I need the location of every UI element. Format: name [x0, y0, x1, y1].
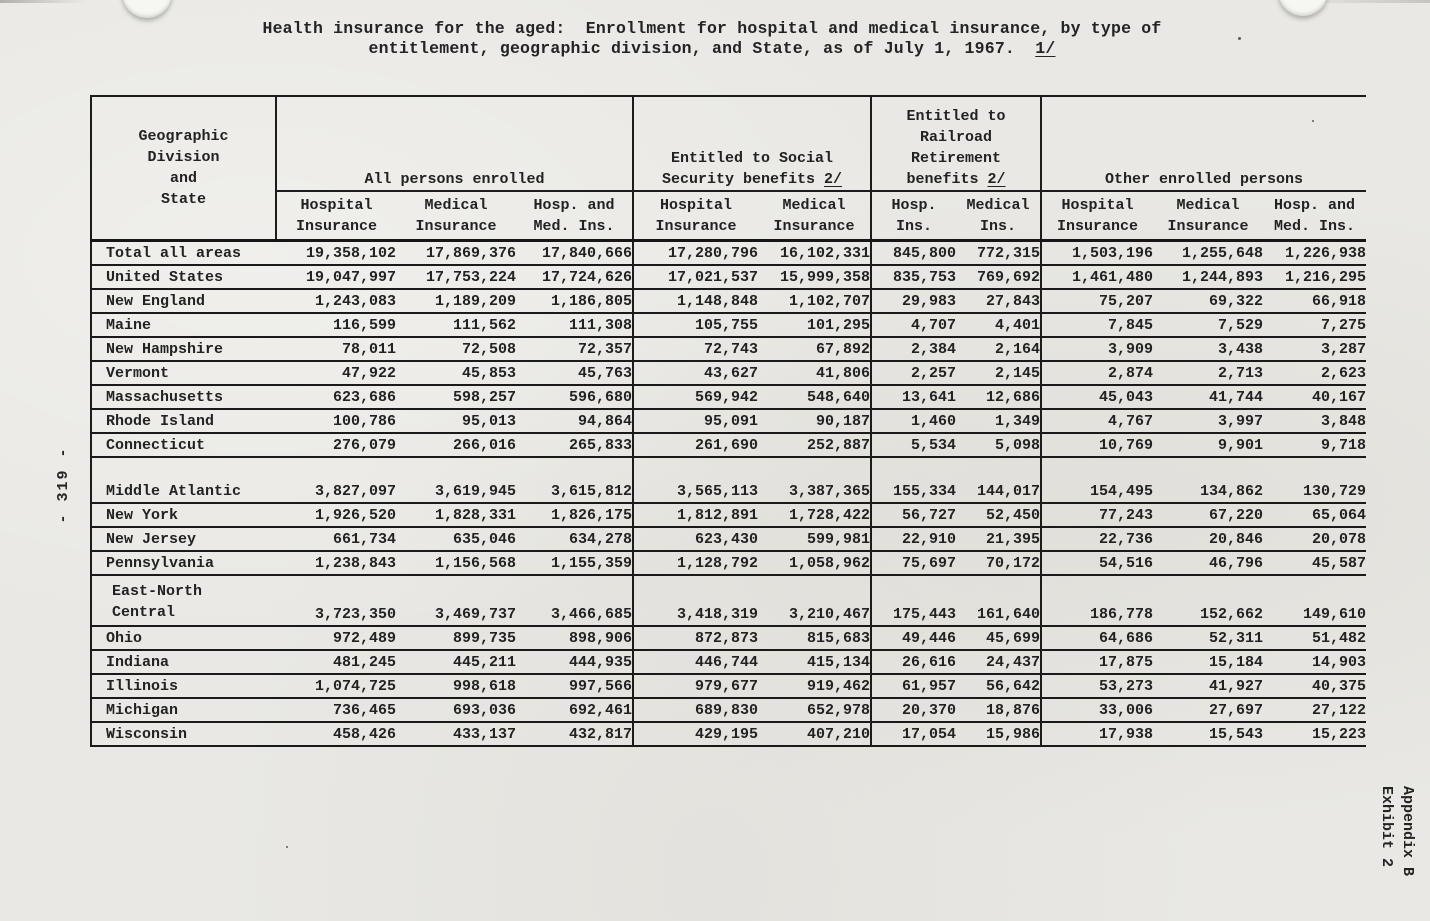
- value-cell: 17,938: [1041, 722, 1153, 746]
- value-cell: 1,102,707: [758, 289, 871, 313]
- col-header: Hospital Insurance: [1041, 191, 1153, 241]
- value-cell: 27,122: [1263, 698, 1366, 722]
- page-number: - 319 -: [55, 446, 72, 524]
- value-cell: 972,489: [276, 626, 396, 650]
- value-cell: 75,697: [871, 551, 956, 575]
- value-cell: 15,223: [1263, 722, 1366, 746]
- value-cell: 919,462: [758, 674, 871, 698]
- value-cell: 17,875: [1041, 650, 1153, 674]
- row-label: Connecticut: [91, 433, 276, 457]
- value-cell: 64,686: [1041, 626, 1153, 650]
- table-row: [91, 361, 1366, 385]
- appendix-line-2: Exhibit 2: [1378, 786, 1395, 868]
- value-cell: 3,438: [1153, 337, 1263, 361]
- value-cell: 9,718: [1263, 433, 1366, 457]
- col-header: Hosp. and Med. Ins.: [516, 191, 633, 241]
- value-cell: 70,172: [956, 551, 1041, 575]
- value-cell: 41,744: [1153, 385, 1263, 409]
- value-cell: 27,697: [1153, 698, 1263, 722]
- value-cell: 2,164: [956, 337, 1041, 361]
- value-cell: 444,935: [516, 650, 633, 674]
- value-cell: 149,610: [1263, 575, 1366, 626]
- value-cell: 17,753,224: [396, 265, 516, 289]
- value-cell: 692,461: [516, 698, 633, 722]
- value-cell: 1,826,175: [516, 503, 633, 527]
- document-title: [0, 19, 1424, 59]
- value-cell: 2,713: [1153, 361, 1263, 385]
- value-cell: 116,599: [276, 313, 396, 337]
- value-cell: 3,387,365: [758, 480, 871, 503]
- value-cell: 415,134: [758, 650, 871, 674]
- value-cell: 3,469,737: [396, 575, 516, 626]
- value-cell: 2,623: [1263, 361, 1366, 385]
- row-label: Total all areas: [91, 241, 276, 266]
- value-cell: 45,587: [1263, 551, 1366, 575]
- value-cell: 175,443: [871, 575, 956, 626]
- value-cell: 67,220: [1153, 503, 1263, 527]
- table-row: [91, 265, 1366, 289]
- value-cell: 845,800: [871, 241, 956, 266]
- value-cell: 1,238,843: [276, 551, 396, 575]
- value-cell: 276,079: [276, 433, 396, 457]
- value-cell: 1,728,422: [758, 503, 871, 527]
- col-header: Hosp. Ins.: [871, 191, 956, 241]
- col-header: Hospital Insurance: [276, 191, 396, 241]
- value-cell: 152,662: [1153, 575, 1263, 626]
- table-row: [91, 527, 1366, 551]
- value-cell: 144,017: [956, 480, 1041, 503]
- value-cell: 693,036: [396, 698, 516, 722]
- value-cell: 111,308: [516, 313, 633, 337]
- value-cell: 979,677: [633, 674, 758, 698]
- stub-header: Geographic Division and State: [91, 96, 276, 241]
- value-cell: 56,727: [871, 503, 956, 527]
- table-row: [91, 674, 1366, 698]
- value-cell: 652,978: [758, 698, 871, 722]
- value-cell: 20,370: [871, 698, 956, 722]
- value-cell: 266,016: [396, 433, 516, 457]
- value-cell: 78,011: [276, 337, 396, 361]
- value-cell: 1,226,938: [1263, 241, 1366, 266]
- value-cell: 72,357: [516, 337, 633, 361]
- row-label: Vermont: [91, 361, 276, 385]
- col-header: Medical Insurance: [396, 191, 516, 241]
- value-cell: 3,565,113: [633, 480, 758, 503]
- value-cell: 1,074,725: [276, 674, 396, 698]
- value-cell: 899,735: [396, 626, 516, 650]
- value-cell: 3,723,350: [276, 575, 396, 626]
- value-cell: 15,184: [1153, 650, 1263, 674]
- value-cell: 3,848: [1263, 409, 1366, 433]
- col-header: Hospital Insurance: [633, 191, 758, 241]
- value-cell: 41,806: [758, 361, 871, 385]
- value-cell: 154,495: [1041, 480, 1153, 503]
- value-cell: 997,566: [516, 674, 633, 698]
- value-cell: 10,769: [1041, 433, 1153, 457]
- value-cell: 17,724,626: [516, 265, 633, 289]
- group-header-social-security: Entitled to Social Security benefits 2/: [633, 96, 871, 191]
- value-cell: 155,334: [871, 480, 956, 503]
- row-label: Pennsylvania: [91, 551, 276, 575]
- table-row: [91, 337, 1366, 361]
- group-header-railroad-retirement: Entitled to Railroad Retirement benefits 2/: [871, 96, 1041, 191]
- value-cell: 20,078: [1263, 527, 1366, 551]
- row-label: Maine: [91, 313, 276, 337]
- value-cell: 2,257: [871, 361, 956, 385]
- value-cell: 72,743: [633, 337, 758, 361]
- value-cell: 56,642: [956, 674, 1041, 698]
- col-header: Medical Insurance: [758, 191, 871, 241]
- table-row: [91, 289, 1366, 313]
- table-row: [91, 385, 1366, 409]
- value-cell: 161,640: [956, 575, 1041, 626]
- scan-edge: [0, 0, 1430, 3]
- value-cell: 429,195: [633, 722, 758, 746]
- value-cell: 22,736: [1041, 527, 1153, 551]
- value-cell: 43,627: [633, 361, 758, 385]
- table-row: [91, 433, 1366, 457]
- value-cell: 3,619,945: [396, 480, 516, 503]
- value-cell: 51,482: [1263, 626, 1366, 650]
- footnote-marker: 1/: [1035, 39, 1056, 58]
- value-cell: 17,869,376: [396, 241, 516, 266]
- value-cell: 1,155,359: [516, 551, 633, 575]
- appendix-label: [1374, 786, 1418, 890]
- value-cell: 835,753: [871, 265, 956, 289]
- value-cell: 111,562: [396, 313, 516, 337]
- value-cell: 20,846: [1153, 527, 1263, 551]
- table-row: [91, 722, 1366, 746]
- value-cell: 17,840,666: [516, 241, 633, 266]
- value-cell: 18,876: [956, 698, 1041, 722]
- value-cell: 1,812,891: [633, 503, 758, 527]
- enrollment-table: [90, 95, 1366, 747]
- value-cell: 736,465: [276, 698, 396, 722]
- row-label: East-North Central: [91, 575, 276, 626]
- footnote-marker: 2/: [824, 171, 843, 188]
- value-cell: 5,098: [956, 433, 1041, 457]
- value-cell: 689,830: [633, 698, 758, 722]
- value-cell: 3,210,467: [758, 575, 871, 626]
- table-body: [91, 241, 1366, 747]
- value-cell: 95,013: [396, 409, 516, 433]
- value-cell: 1,058,962: [758, 551, 871, 575]
- value-cell: 1,503,196: [1041, 241, 1153, 266]
- value-cell: 3,287: [1263, 337, 1366, 361]
- value-cell: 22,910: [871, 527, 956, 551]
- value-cell: 75,207: [1041, 289, 1153, 313]
- value-cell: 9,901: [1153, 433, 1263, 457]
- table-row: [91, 241, 1366, 266]
- value-cell: 46,796: [1153, 551, 1263, 575]
- value-cell: 7,845: [1041, 313, 1153, 337]
- row-label: Illinois: [91, 674, 276, 698]
- value-cell: 130,729: [1263, 480, 1366, 503]
- table-row: [91, 503, 1366, 527]
- value-cell: 1,244,893: [1153, 265, 1263, 289]
- table-row: [91, 626, 1366, 650]
- value-cell: 3,997: [1153, 409, 1263, 433]
- value-cell: 134,862: [1153, 480, 1263, 503]
- value-cell: 14,903: [1263, 650, 1366, 674]
- row-label: Indiana: [91, 650, 276, 674]
- value-cell: 1,186,805: [516, 289, 633, 313]
- value-cell: 24,437: [956, 650, 1041, 674]
- value-cell: 45,853: [396, 361, 516, 385]
- value-cell: 1,243,083: [276, 289, 396, 313]
- col-header: Medical Insurance: [1153, 191, 1263, 241]
- value-cell: 19,047,997: [276, 265, 396, 289]
- value-cell: 2,145: [956, 361, 1041, 385]
- value-cell: 599,981: [758, 527, 871, 551]
- value-cell: 3,909: [1041, 337, 1153, 361]
- value-cell: 186,778: [1041, 575, 1153, 626]
- row-label: New York: [91, 503, 276, 527]
- value-cell: 769,692: [956, 265, 1041, 289]
- value-cell: 27,843: [956, 289, 1041, 313]
- value-cell: 7,529: [1153, 313, 1263, 337]
- footnote-marker: 2/: [987, 171, 1006, 188]
- value-cell: 45,763: [516, 361, 633, 385]
- value-cell: 1,189,209: [396, 289, 516, 313]
- table-row: [91, 480, 1366, 503]
- value-cell: 407,210: [758, 722, 871, 746]
- value-cell: 1,828,331: [396, 503, 516, 527]
- value-cell: 72,508: [396, 337, 516, 361]
- table-row: [91, 650, 1366, 674]
- value-cell: 1,255,648: [1153, 241, 1263, 266]
- value-cell: 101,295: [758, 313, 871, 337]
- value-cell: 52,450: [956, 503, 1041, 527]
- value-cell: 623,430: [633, 527, 758, 551]
- value-cell: 623,686: [276, 385, 396, 409]
- value-cell: 635,046: [396, 527, 516, 551]
- value-cell: 47,922: [276, 361, 396, 385]
- value-cell: 433,137: [396, 722, 516, 746]
- value-cell: 29,983: [871, 289, 956, 313]
- value-cell: 1,128,792: [633, 551, 758, 575]
- row-label: Ohio: [91, 626, 276, 650]
- value-cell: 5,534: [871, 433, 956, 457]
- value-cell: 45,699: [956, 626, 1041, 650]
- row-label: New England: [91, 289, 276, 313]
- value-cell: 49,446: [871, 626, 956, 650]
- value-cell: 17,054: [871, 722, 956, 746]
- value-cell: 569,942: [633, 385, 758, 409]
- value-cell: 67,892: [758, 337, 871, 361]
- value-cell: 1,216,295: [1263, 265, 1366, 289]
- table-row: [91, 313, 1366, 337]
- value-cell: 446,744: [633, 650, 758, 674]
- value-cell: 1,156,568: [396, 551, 516, 575]
- value-cell: 41,927: [1153, 674, 1263, 698]
- value-cell: 19,358,102: [276, 241, 396, 266]
- row-label: New Jersey: [91, 527, 276, 551]
- value-cell: 661,734: [276, 527, 396, 551]
- value-cell: 45,043: [1041, 385, 1153, 409]
- value-cell: 634,278: [516, 527, 633, 551]
- value-cell: 3,466,685: [516, 575, 633, 626]
- value-cell: 95,091: [633, 409, 758, 433]
- punch-hole-left: [122, 0, 172, 18]
- value-cell: 3,418,319: [633, 575, 758, 626]
- value-cell: 52,311: [1153, 626, 1263, 650]
- value-cell: 33,006: [1041, 698, 1153, 722]
- row-label: Michigan: [91, 698, 276, 722]
- table-row: [91, 551, 1366, 575]
- punch-hole-right: [1278, 0, 1328, 16]
- appendix-line-1: Appendix B: [1399, 786, 1416, 877]
- value-cell: 105,755: [633, 313, 758, 337]
- value-cell: 16,102,331: [758, 241, 871, 266]
- value-cell: 252,887: [758, 433, 871, 457]
- value-cell: 15,543: [1153, 722, 1263, 746]
- value-cell: 598,257: [396, 385, 516, 409]
- value-cell: 4,767: [1041, 409, 1153, 433]
- value-cell: 1,926,520: [276, 503, 396, 527]
- title-line-1: Health insurance for the aged: Enrollment for hospital and medical insurance, by type of: [262, 19, 1162, 38]
- title-line-2: entitlement, geographic division, and State, as of July 1, 1967. 1/: [368, 39, 1056, 58]
- table-row: [91, 409, 1366, 433]
- col-header: Medical Ins.: [956, 191, 1041, 241]
- value-cell: 12,686: [956, 385, 1041, 409]
- value-cell: 3,827,097: [276, 480, 396, 503]
- table-row: [91, 575, 1366, 626]
- value-cell: 596,680: [516, 385, 633, 409]
- row-label: Wisconsin: [91, 722, 276, 746]
- value-cell: 4,707: [871, 313, 956, 337]
- value-cell: 65,064: [1263, 503, 1366, 527]
- value-cell: 77,243: [1041, 503, 1153, 527]
- value-cell: 2,384: [871, 337, 956, 361]
- value-cell: 872,873: [633, 626, 758, 650]
- value-cell: 7,275: [1263, 313, 1366, 337]
- row-label: Massachusetts: [91, 385, 276, 409]
- table-row: [91, 698, 1366, 722]
- value-cell: 265,833: [516, 433, 633, 457]
- value-cell: 481,245: [276, 650, 396, 674]
- value-cell: 432,817: [516, 722, 633, 746]
- value-cell: 69,322: [1153, 289, 1263, 313]
- value-cell: 17,280,796: [633, 241, 758, 266]
- value-cell: 4,401: [956, 313, 1041, 337]
- value-cell: 15,986: [956, 722, 1041, 746]
- value-cell: 772,315: [956, 241, 1041, 266]
- row-label: United States: [91, 265, 276, 289]
- scan-artifact: [286, 846, 288, 848]
- value-cell: 445,211: [396, 650, 516, 674]
- value-cell: 1,461,480: [1041, 265, 1153, 289]
- value-cell: 21,395: [956, 527, 1041, 551]
- value-cell: 100,786: [276, 409, 396, 433]
- spacer-row: [91, 457, 1366, 480]
- value-cell: 1,460: [871, 409, 956, 433]
- value-cell: 53,273: [1041, 674, 1153, 698]
- value-cell: 61,957: [871, 674, 956, 698]
- col-header: Hosp. and Med. Ins.: [1263, 191, 1366, 241]
- value-cell: 94,864: [516, 409, 633, 433]
- row-label: Middle Atlantic: [91, 480, 276, 503]
- value-cell: 13,641: [871, 385, 956, 409]
- row-label: Rhode Island: [91, 409, 276, 433]
- value-cell: 26,616: [871, 650, 956, 674]
- value-cell: 261,690: [633, 433, 758, 457]
- value-cell: 898,906: [516, 626, 633, 650]
- value-cell: 40,167: [1263, 385, 1366, 409]
- value-cell: 15,999,358: [758, 265, 871, 289]
- value-cell: 1,148,848: [633, 289, 758, 313]
- value-cell: 40,375: [1263, 674, 1366, 698]
- row-label: New Hampshire: [91, 337, 276, 361]
- value-cell: 815,683: [758, 626, 871, 650]
- value-cell: 458,426: [276, 722, 396, 746]
- group-header-all-persons: All persons enrolled: [276, 96, 633, 191]
- value-cell: 998,618: [396, 674, 516, 698]
- value-cell: 66,918: [1263, 289, 1366, 313]
- value-cell: 548,640: [758, 385, 871, 409]
- value-cell: 90,187: [758, 409, 871, 433]
- value-cell: 3,615,812: [516, 480, 633, 503]
- group-header-other-enrolled: Other enrolled persons: [1041, 96, 1366, 191]
- table-header: [91, 96, 1366, 241]
- value-cell: 1,349: [956, 409, 1041, 433]
- value-cell: 17,021,537: [633, 265, 758, 289]
- value-cell: 54,516: [1041, 551, 1153, 575]
- value-cell: 2,874: [1041, 361, 1153, 385]
